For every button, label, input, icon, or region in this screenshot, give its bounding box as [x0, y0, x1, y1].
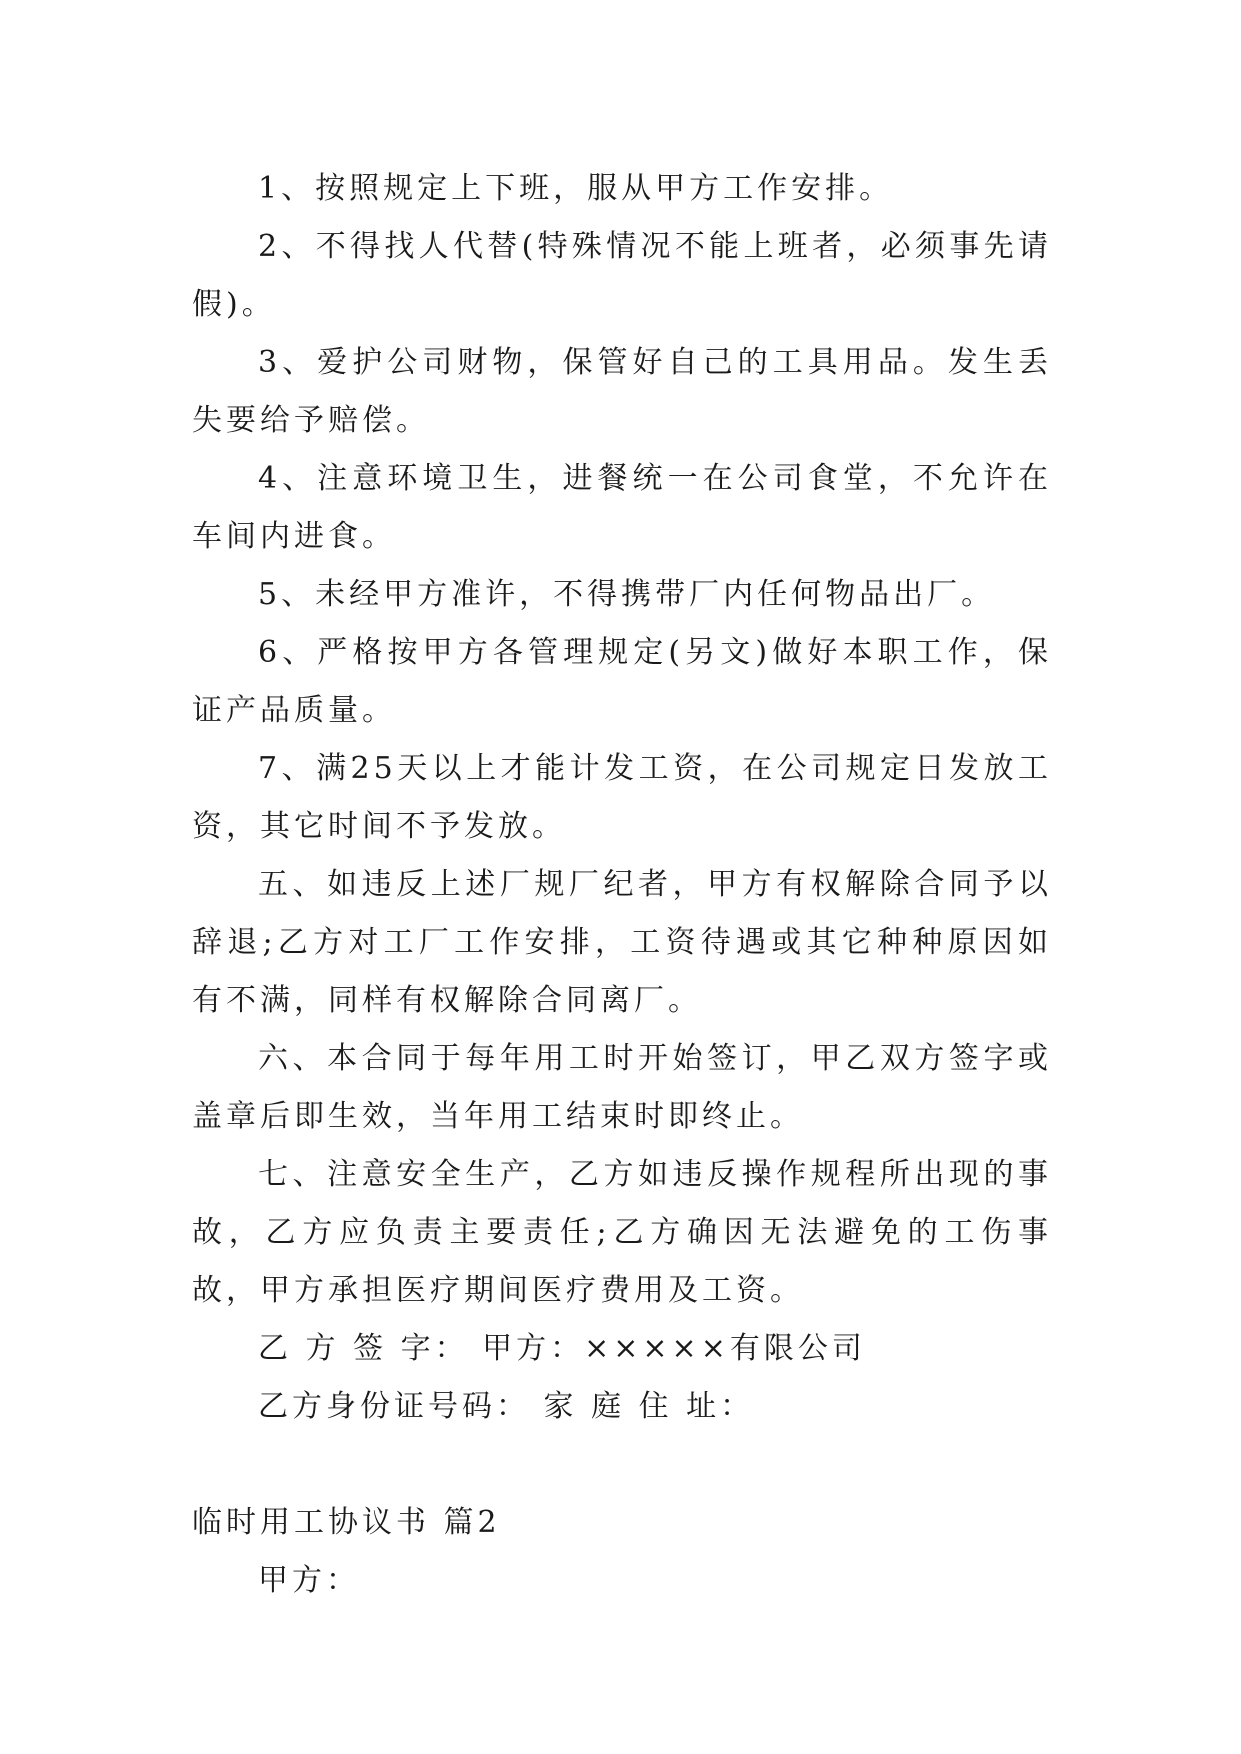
article-5: 五、如违反上述厂规厂纪者，甲方有权解除合同予以辞退;乙方对工厂工作安排，工资待遇或其它种种原因如有不满，同样有权解除合同离厂。	[192, 867, 1052, 1018]
party-a-label: 甲方：	[258, 1563, 360, 1598]
signature-line: 乙 方 签 字： 甲方：×××××有限公司	[258, 1331, 866, 1366]
article-6: 六、本合同于每年用工时开始签订，甲乙双方签字或盖章后即生效，当年用工结束时即终止。	[192, 1041, 1052, 1134]
document-body	[192, 160, 1052, 1610]
clause-3: 3、爱护公司财物，保管好自己的工具用品。发生丢失要给予赔偿。	[192, 345, 1052, 438]
clause-2: 2、不得找人代替(特殊情况不能上班者，必须事先请假)。	[192, 229, 1052, 322]
clause-5: 5、未经甲方准许，不得携带厂内任何物品出厂。	[258, 577, 996, 612]
article-7: 七、注意安全生产，乙方如违反操作规程所出现的事故，乙方应负责主要责任;乙方确因无法避免的工伤事故，甲方承担医疗期间医疗费用及工资。	[192, 1157, 1052, 1308]
clause-4: 4、注意环境卫生，进餐统一在公司食堂，不允许在车间内进食。	[192, 461, 1052, 554]
spacer	[192, 1436, 1052, 1494]
id-address-line: 乙方身份证号码： 家 庭 住 址：	[258, 1389, 755, 1424]
clause-7: 7、满25天以上才能计发工资，在公司规定日发放工资，其它时间不予发放。	[192, 751, 1052, 844]
section-title: 临时用工协议书 篇2	[192, 1505, 501, 1540]
clause-6: 6、严格按甲方各管理规定(另文)做好本职工作，保证产品质量。	[192, 635, 1052, 728]
clause-1: 1、按照规定上下班，服从甲方工作安排。	[258, 171, 894, 206]
